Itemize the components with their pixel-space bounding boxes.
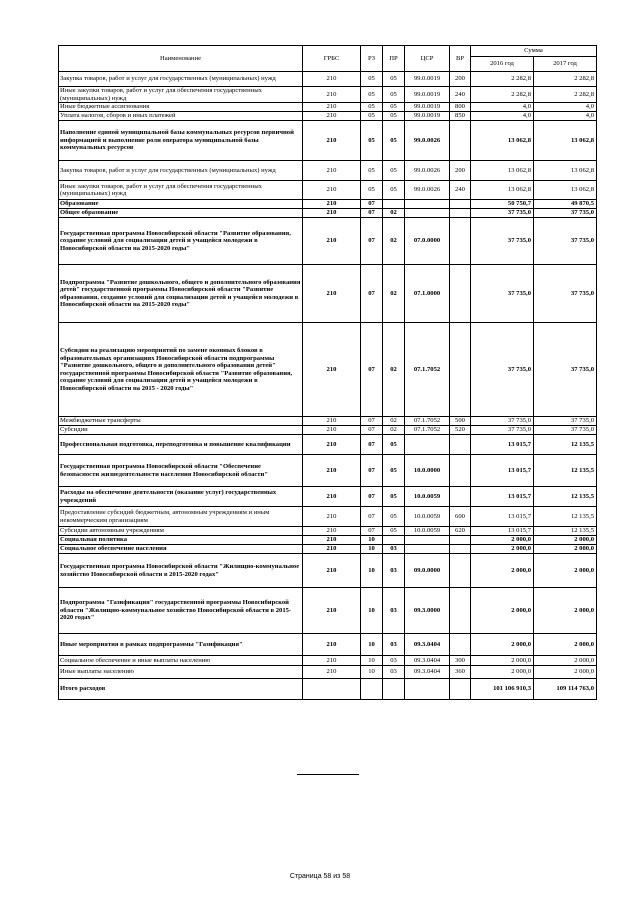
cell-csr: 99.0.0026: [405, 121, 450, 161]
cell-2017: 2 000,0: [534, 656, 597, 666]
cell-2016: 37 735,0: [471, 218, 534, 265]
table-row: [59, 417, 597, 426]
cell-vr: 620: [450, 527, 471, 536]
cell-name: Предоставление субсидий бюджетным, автономным учреждениям и иным некоммерческим организациям: [59, 507, 303, 527]
cell-csr: 07.1.7052: [405, 417, 450, 426]
cell-grbs: [303, 679, 361, 700]
cell-2017: 37 735,0: [534, 426, 597, 435]
cell-name: Субсидии автономным учреждениям: [59, 527, 303, 536]
cell-2016: 2 000,0: [471, 588, 534, 634]
cell-vr: [450, 265, 471, 323]
cell-vr: 850: [450, 112, 471, 121]
cell-rz: 10: [361, 588, 383, 634]
cell-rz: 07: [361, 209, 383, 218]
cell-pr: 05: [383, 87, 405, 103]
cell-grbs: 210: [303, 72, 361, 87]
cell-csr: 10.0.0059: [405, 507, 450, 527]
cell-csr: [405, 200, 450, 209]
cell-name: Образование: [59, 200, 303, 209]
cell-rz: 07: [361, 426, 383, 435]
cell-csr: 09.3.0404: [405, 656, 450, 666]
header-pr: ПР: [383, 46, 405, 72]
cell-2017: 13 062,8: [534, 181, 597, 200]
header-grbs: ГРБС: [303, 46, 361, 72]
cell-2017: 4,0: [534, 103, 597, 112]
cell-rz: 05: [361, 112, 383, 121]
cell-name: Закупка товаров, работ и услуг для государственных (муниципальных) нужд: [59, 72, 303, 87]
cell-rz: 10: [361, 536, 383, 545]
cell-pr: 02: [383, 426, 405, 435]
cell-grbs: 210: [303, 656, 361, 666]
footer-divider: [297, 774, 359, 775]
cell-name: Общее образование: [59, 209, 303, 218]
cell-grbs: 210: [303, 527, 361, 536]
cell-vr: 200: [450, 72, 471, 87]
cell-2017: 12 135,5: [534, 527, 597, 536]
cell-grbs: 210: [303, 323, 361, 417]
cell-pr: 03: [383, 545, 405, 554]
cell-csr: 99.0.0019: [405, 72, 450, 87]
table-row: [59, 679, 597, 700]
cell-name: Профессиональная подготовка, переподготовка и повышение квалификации: [59, 435, 303, 455]
cell-grbs: 210: [303, 666, 361, 679]
cell-2017: 12 135,5: [534, 487, 597, 507]
cell-2017: 37 735,0: [534, 323, 597, 417]
cell-2017: 13 062,8: [534, 121, 597, 161]
cell-name: Итого расходов: [59, 679, 303, 700]
cell-grbs: 210: [303, 507, 361, 527]
cell-2016: 13 015,7: [471, 527, 534, 536]
header-vr: ВР: [450, 46, 471, 72]
cell-csr: 09.3.0404: [405, 666, 450, 679]
cell-pr: 03: [383, 588, 405, 634]
cell-vr: [450, 487, 471, 507]
cell-vr: [450, 200, 471, 209]
table-row: [59, 323, 597, 417]
cell-2016: 13 062,8: [471, 161, 534, 181]
cell-pr: 03: [383, 666, 405, 679]
cell-grbs: 210: [303, 121, 361, 161]
cell-rz: 07: [361, 265, 383, 323]
cell-csr: 99.0.0019: [405, 103, 450, 112]
cell-csr: 10.0.0059: [405, 487, 450, 507]
cell-2016: 2 000,0: [471, 656, 534, 666]
cell-csr: 07.1.7052: [405, 426, 450, 435]
cell-2016: 13 062,8: [471, 181, 534, 200]
cell-2017: 12 135,5: [534, 507, 597, 527]
cell-pr: 05: [383, 112, 405, 121]
cell-2016: 2 000,0: [471, 545, 534, 554]
cell-name: Социальное обеспечение населения: [59, 545, 303, 554]
cell-pr: [383, 200, 405, 209]
cell-pr: 05: [383, 72, 405, 87]
cell-rz: 07: [361, 487, 383, 507]
cell-name: Иные бюджетные ассигнования: [59, 103, 303, 112]
table-row: [59, 507, 597, 527]
cell-name: Уплата налогов, сборов и иных платежей: [59, 112, 303, 121]
cell-vr: 300: [450, 656, 471, 666]
cell-name: Иные закупки товаров, работ и услуг для обеспечения государственных (муниципальных) нужд: [59, 181, 303, 200]
cell-2016: 37 735,0: [471, 417, 534, 426]
cell-name: Межбюджетные трансферты: [59, 417, 303, 426]
cell-grbs: 210: [303, 265, 361, 323]
table-row: [59, 656, 597, 666]
table-row: [59, 426, 597, 435]
cell-grbs: 210: [303, 554, 361, 588]
cell-grbs: 210: [303, 218, 361, 265]
cell-csr: 07.1.0000: [405, 265, 450, 323]
cell-pr: 05: [383, 181, 405, 200]
cell-name: Подпрограмма "Развитие дошкольного, общего и дополнительного образования детей" государственной программы Новосибирской области "Развитие образования, создание условий для социализации детей и учащейся молодежи в Новосибирской области на 2015-2020 годы": [59, 265, 303, 323]
cell-grbs: 210: [303, 455, 361, 487]
cell-2017: 2 000,0: [534, 554, 597, 588]
cell-grbs: 210: [303, 634, 361, 656]
cell-vr: [450, 209, 471, 218]
cell-2016: 13 062,8: [471, 121, 534, 161]
cell-grbs: 210: [303, 536, 361, 545]
cell-2017: 12 135,5: [534, 455, 597, 487]
cell-pr: 02: [383, 209, 405, 218]
cell-vr: [450, 121, 471, 161]
cell-vr: 800: [450, 103, 471, 112]
budget-table: [58, 45, 597, 700]
cell-csr: [405, 679, 450, 700]
cell-2017: 109 114 763,0: [534, 679, 597, 700]
cell-2017: 49 870,5: [534, 200, 597, 209]
cell-2016: 101 106 910,3: [471, 679, 534, 700]
table-row: [59, 588, 597, 634]
cell-2016: 50 750,7: [471, 200, 534, 209]
header-name: Наименование: [59, 46, 303, 72]
cell-rz: 05: [361, 87, 383, 103]
cell-grbs: 210: [303, 87, 361, 103]
cell-2017: 2 282,8: [534, 87, 597, 103]
cell-pr: 02: [383, 265, 405, 323]
table-row: [59, 218, 597, 265]
cell-2017: 2 000,0: [534, 666, 597, 679]
header-2016: 2016 год: [471, 57, 534, 72]
cell-vr: [450, 634, 471, 656]
table-body: [59, 72, 597, 700]
cell-name: Наполнение единой муниципальной базы коммунальных ресурсов первичной информацией и выполнение роли оператора муниципальной базы коммунальных ресурсов: [59, 121, 303, 161]
cell-2016: 37 735,0: [471, 265, 534, 323]
cell-pr: 05: [383, 103, 405, 112]
cell-pr: 02: [383, 323, 405, 417]
cell-rz: 07: [361, 323, 383, 417]
table-row: [59, 634, 597, 656]
table-row: [59, 554, 597, 588]
header-csr: ЦСР: [405, 46, 450, 72]
cell-2016: 4,0: [471, 103, 534, 112]
cell-grbs: 210: [303, 417, 361, 426]
cell-vr: 500: [450, 417, 471, 426]
cell-rz: 10: [361, 666, 383, 679]
cell-pr: [383, 679, 405, 700]
cell-vr: [450, 435, 471, 455]
cell-vr: [450, 455, 471, 487]
cell-vr: [450, 679, 471, 700]
header-sum: Сумма: [471, 46, 597, 57]
cell-pr: 03: [383, 656, 405, 666]
cell-csr: 99.0.0026: [405, 161, 450, 181]
cell-rz: 05: [361, 72, 383, 87]
cell-2017: 37 735,0: [534, 209, 597, 218]
cell-csr: [405, 209, 450, 218]
cell-pr: 05: [383, 507, 405, 527]
cell-rz: 10: [361, 634, 383, 656]
cell-2016: 2 000,0: [471, 554, 534, 588]
cell-rz: 07: [361, 455, 383, 487]
cell-2017: 37 735,0: [534, 417, 597, 426]
table-row: [59, 265, 597, 323]
cell-2017: 2 282,8: [534, 72, 597, 87]
cell-2016: 4,0: [471, 112, 534, 121]
cell-name: Подпрограмма "Газификация" государственной программы Новосибирской области "Жилищно-коммунальное хозяйство Новосибирской области в 2015-2020 годах": [59, 588, 303, 634]
cell-rz: 07: [361, 435, 383, 455]
cell-2016: 37 735,0: [471, 426, 534, 435]
cell-vr: 520: [450, 426, 471, 435]
cell-2016: 2 282,8: [471, 87, 534, 103]
cell-vr: [450, 323, 471, 417]
cell-rz: 07: [361, 417, 383, 426]
cell-csr: 07.1.7052: [405, 323, 450, 417]
table-row: [59, 200, 597, 209]
cell-pr: 05: [383, 121, 405, 161]
table-row: [59, 545, 597, 554]
cell-pr: 03: [383, 554, 405, 588]
cell-rz: [361, 679, 383, 700]
cell-2017: 4,0: [534, 112, 597, 121]
cell-name: Иные закупки товаров, работ и услуг для обеспечения государственных (муниципальных) нужд: [59, 87, 303, 103]
cell-rz: 10: [361, 554, 383, 588]
table-row: [59, 487, 597, 507]
cell-csr: 10.0.0000: [405, 455, 450, 487]
cell-vr: [450, 588, 471, 634]
cell-grbs: 210: [303, 545, 361, 554]
cell-name: Субсидии на реализацию мероприятий по замене оконных блоков в образовательных организациях Новосибирской области подпрограммы "Развитие дошкольного, общего и дополнительного образования детей" государственной программы Новосибирской области "Развитие образования, создание условий для социализации детей и учащейся молодежи в Новосибирской области на 2015 - 2020 годы": [59, 323, 303, 417]
cell-2017: 37 735,0: [534, 218, 597, 265]
cell-pr: 05: [383, 455, 405, 487]
cell-2016: 2 282,8: [471, 72, 534, 87]
cell-csr: 10.0.0059: [405, 527, 450, 536]
cell-grbs: 210: [303, 112, 361, 121]
cell-2016: 13 015,7: [471, 507, 534, 527]
cell-2017: 2 000,0: [534, 634, 597, 656]
cell-rz: 05: [361, 181, 383, 200]
cell-vr: 240: [450, 87, 471, 103]
table-row: [59, 87, 597, 103]
cell-2016: 2 000,0: [471, 666, 534, 679]
cell-csr: [405, 435, 450, 455]
cell-vr: 360: [450, 666, 471, 679]
cell-vr: [450, 545, 471, 554]
cell-pr: 02: [383, 417, 405, 426]
cell-vr: 200: [450, 161, 471, 181]
header-2017: 2017 год: [534, 57, 597, 72]
cell-2017: 12 135,5: [534, 435, 597, 455]
table-row: [59, 209, 597, 218]
cell-grbs: 210: [303, 588, 361, 634]
cell-2017: 2 000,0: [534, 545, 597, 554]
cell-grbs: 210: [303, 426, 361, 435]
cell-rz: 07: [361, 527, 383, 536]
cell-rz: 10: [361, 656, 383, 666]
cell-rz: 05: [361, 103, 383, 112]
cell-csr: 99.0.0026: [405, 181, 450, 200]
cell-2017: 2 000,0: [534, 536, 597, 545]
cell-rz: 05: [361, 121, 383, 161]
cell-2016: 37 735,0: [471, 323, 534, 417]
cell-name: Социальная политика: [59, 536, 303, 545]
cell-csr: 99.0.0019: [405, 87, 450, 103]
cell-grbs: 210: [303, 161, 361, 181]
cell-2016: 13 015,7: [471, 455, 534, 487]
cell-rz: 07: [361, 218, 383, 265]
cell-vr: [450, 218, 471, 265]
cell-rz: 07: [361, 200, 383, 209]
cell-name: Расходы на обеспечение деятельности (оказание услуг) государственных учреждений: [59, 487, 303, 507]
table-row: [59, 435, 597, 455]
table-row: [59, 121, 597, 161]
cell-2017: 2 000,0: [534, 588, 597, 634]
cell-pr: 03: [383, 634, 405, 656]
table-row: [59, 161, 597, 181]
cell-grbs: 210: [303, 103, 361, 112]
table-row: [59, 527, 597, 536]
cell-name: Иные мероприятия в рамках подпрограммы "Газификация": [59, 634, 303, 656]
cell-pr: 05: [383, 161, 405, 181]
cell-name: Субсидии: [59, 426, 303, 435]
table-row: [59, 666, 597, 679]
cell-vr: [450, 554, 471, 588]
table-row: [59, 103, 597, 112]
cell-csr: [405, 545, 450, 554]
cell-pr: [383, 536, 405, 545]
cell-vr: [450, 536, 471, 545]
budget-table-container: [58, 45, 596, 700]
cell-pr: 05: [383, 527, 405, 536]
cell-2017: 37 735,0: [534, 265, 597, 323]
cell-csr: [405, 536, 450, 545]
header-rz: РЗ: [361, 46, 383, 72]
cell-csr: 07.0.0000: [405, 218, 450, 265]
cell-2016: 13 015,7: [471, 435, 534, 455]
table-row: [59, 112, 597, 121]
cell-2016: 2 000,0: [471, 634, 534, 656]
cell-name: Государственная программа Новосибирской области "Развитие образования, создание условий для социализации детей и учащейся молодежи в Новосибирской области на 2015-2020 годы": [59, 218, 303, 265]
cell-rz: 10: [361, 545, 383, 554]
table-row: [59, 455, 597, 487]
cell-rz: 07: [361, 507, 383, 527]
cell-name: Иные выплаты населению: [59, 666, 303, 679]
table-row: [59, 536, 597, 545]
cell-2017: 13 062,8: [534, 161, 597, 181]
cell-grbs: 210: [303, 209, 361, 218]
cell-2016: 37 735,0: [471, 209, 534, 218]
table-row: [59, 72, 597, 87]
cell-grbs: 210: [303, 487, 361, 507]
cell-pr: 02: [383, 218, 405, 265]
cell-grbs: 210: [303, 181, 361, 200]
cell-name: Государственная программа Новосибирской области "Жилищно-коммунальное хозяйство Новосибирской области в 2015-2020 годах": [59, 554, 303, 588]
cell-vr: 600: [450, 507, 471, 527]
cell-vr: 240: [450, 181, 471, 200]
cell-grbs: 210: [303, 435, 361, 455]
cell-name: Государственная программа Новосибирской области "Обеспечение безопасности жизнедеятельности населения Новосибирской области": [59, 455, 303, 487]
cell-pr: 05: [383, 487, 405, 507]
cell-pr: 05: [383, 435, 405, 455]
cell-rz: 05: [361, 161, 383, 181]
cell-2016: 13 015,7: [471, 487, 534, 507]
cell-name: Социальное обеспечение и иные выплаты населению: [59, 656, 303, 666]
page-number: Страница 58 из 58: [289, 873, 351, 880]
cell-2016: 2 000,0: [471, 536, 534, 545]
cell-name: Закупка товаров, работ и услуг для государственных (муниципальных) нужд: [59, 161, 303, 181]
cell-csr: 09.3.0404: [405, 634, 450, 656]
cell-csr: 09.0.0000: [405, 554, 450, 588]
cell-csr: 09.3.0000: [405, 588, 450, 634]
table-row: [59, 181, 597, 200]
cell-grbs: 210: [303, 200, 361, 209]
cell-csr: 99.0.0019: [405, 112, 450, 121]
